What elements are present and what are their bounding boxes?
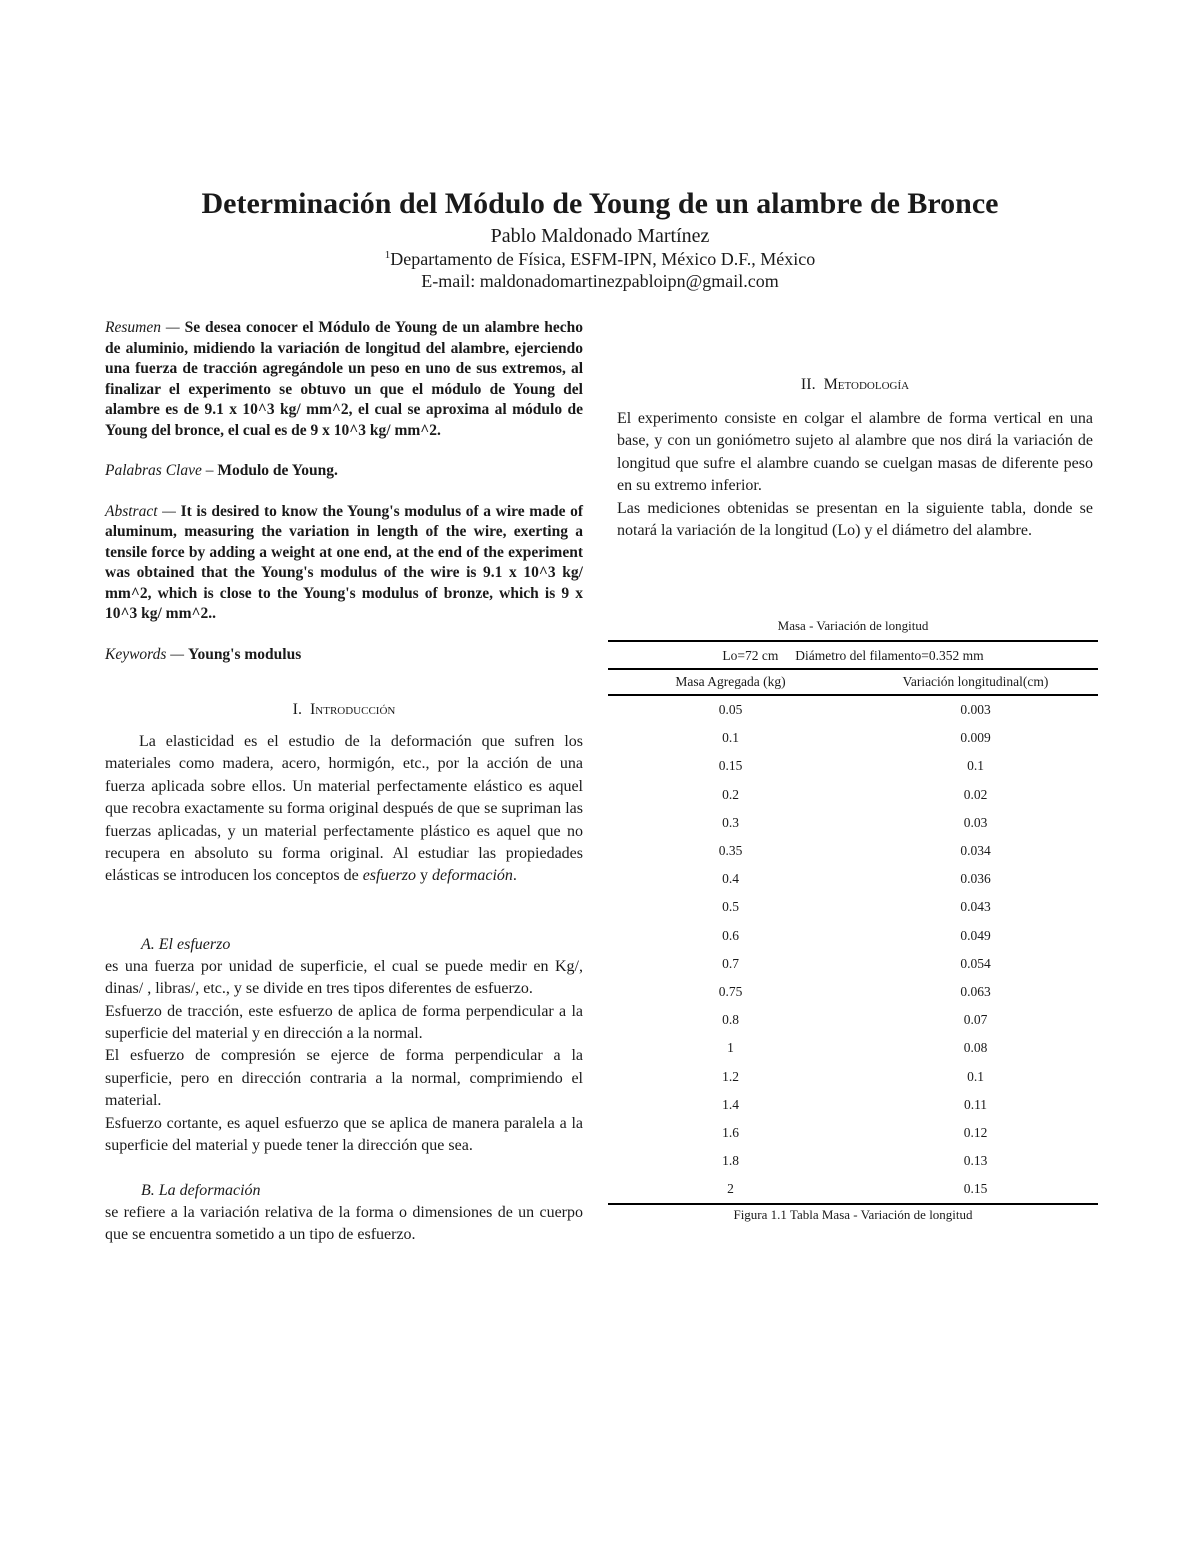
cell-masa: 0.5	[722, 899, 739, 915]
table-row	[608, 978, 1098, 1006]
table-row	[608, 1034, 1098, 1062]
cell-variacion: 0.13	[963, 1153, 988, 1169]
cell-variacion: 0.043	[960, 899, 991, 915]
cell-variacion: 0.034	[960, 843, 991, 859]
right-column	[617, 374, 1093, 542]
section-heading-metodologia	[617, 374, 1093, 396]
cell-masa: 1	[727, 1040, 734, 1056]
table-row	[608, 724, 1098, 752]
cell-variacion: 0.054	[960, 955, 991, 971]
intro-text: La elasticidad es el estudio de la deformación que sufren los materiales como madera, acero, hormigón, etc., por la acción de una fuerza aplicada sobre ellos. Un material perfectamente elástico es aquel que recobra exactamente su forma original después de que se supriman las fuerzas aplicadas, y un material perfectamente plástico es aquel que no recupera en absoluto su forma original. Al estudiar las propiedades elásticas se introducen los conceptos de	[105, 733, 583, 885]
data-table	[608, 640, 1098, 1203]
keywords-paragraph	[105, 645, 583, 666]
cell-variacion: 0.11	[963, 1096, 988, 1112]
table-row	[608, 950, 1098, 978]
deformacion-paragraph: se refiere a la variación relativa de la forma o dimensiones de un cuerpo que se encuentra sometido a un tipo de esfuerzo.	[105, 1203, 583, 1243]
cell-masa: 1.2	[722, 1068, 739, 1084]
section-heading-introduccion	[105, 699, 583, 721]
abstract-text: It is desired to know the Young's modulus of a wire made of aluminum, measuring the variation in length of the wire, exerting a tensile force by adding a weight at one end, at the end of the experiment was obtained that the Young's modulus of the wire is 9.1 x 10^3 kg/ mm^2, which is close to the Young's modulus of bronze, which is 9 x 10^3 kg/ mm^2..	[105, 502, 583, 622]
cell-masa: 0.4	[722, 871, 739, 887]
table-row	[608, 809, 1098, 837]
cell-masa: 0.75	[718, 983, 743, 999]
paper-title: Determinación del Módulo de Young de un alambre de Bronce	[201, 187, 999, 220]
cell-masa: 0.2	[722, 786, 739, 802]
cell-variacion: 0.1	[967, 1068, 984, 1084]
table-info-row	[608, 641, 1098, 669]
esfuerzo-paragraph-4: Esfuerzo cortante, es aquel esfuerzo que se aplica de manera paralela a la superficie del material y puede tener la dirección que sea.	[105, 1114, 583, 1155]
metodologia-paragraph-2: Las mediciones obtenidas se presentan en la siguiente tabla, donde se notará la variación de la longitud (Lo) y el diámetro del alambre.	[617, 499, 1093, 540]
table-info-cell: Lo=72 cm Diámetro del filamento=0.352 mm	[608, 641, 1098, 669]
cell-variacion: 0.02	[963, 786, 988, 802]
keywords-text: Young's modulus	[187, 645, 302, 663]
table-caption: Figura 1.1 Tabla Masa - Variación de longitud	[608, 1203, 1098, 1223]
paper-header	[0, 186, 1200, 292]
metodologia-paragraph-1: El experimento consiste en colgar el alambre de forma vertical en una base, y con un goniómetro sujeto al alambre que nos dirá la variación de longitud que sufre el alambre cuando se cuelgan masas de diferente peso en su extremo inferior.	[617, 410, 1093, 495]
table-row	[608, 1119, 1098, 1147]
cell-variacion: 0.1	[967, 758, 984, 774]
column-header-variacion: Variación longitudinal(cm)	[853, 669, 1098, 695]
cell-variacion: 0.07	[963, 1012, 988, 1028]
table-row	[608, 781, 1098, 809]
table-row	[608, 922, 1098, 950]
cell-masa: 0.8	[722, 1012, 739, 1028]
author-name: Pablo Maldonado Martínez	[490, 225, 710, 247]
cell-masa: 0.05	[718, 702, 743, 718]
intro-paragraph	[105, 731, 583, 888]
cell-masa: 1.6	[722, 1124, 739, 1140]
cell-variacion: 0.036	[960, 871, 991, 887]
cell-masa: 1.8	[722, 1153, 739, 1169]
table-row	[608, 695, 1098, 724]
cell-variacion: 0.003	[960, 702, 991, 718]
affiliation	[0, 248, 1200, 270]
cell-masa: 0.15	[718, 758, 743, 774]
data-table-container	[608, 616, 1098, 1223]
resumen-paragraph	[105, 318, 583, 441]
palabras-clave-label: Palabras Clave –	[105, 462, 214, 479]
cell-variacion: 0.049	[960, 927, 991, 943]
resumen-text: Se desea conocer el Módulo de Young de un alambre hecho de aluminio, midiendo la variación de longitud del alambre, ejerciendo una fuerza de tracción agregándole un peso en uno de sus extremos, al finalizar el experimento se obtuvo un que el módulo de Young del alambre es de 9.1 x 10^3 kg/ mm^2, el cual se aproxima al módulo de Young del bronce, el cual es de 9 x 10^3 kg/ mm^2.	[105, 319, 583, 439]
palabras-clave-paragraph	[105, 461, 583, 482]
table-row	[608, 837, 1098, 865]
subsection-heading-deformacion: B. La deformación	[141, 1181, 261, 1199]
table-body	[608, 695, 1098, 1203]
left-column	[105, 318, 583, 1246]
esfuerzo-paragraph-3: El esfuerzo de compresión se ejerce de forma perpendicular a la superficie, pero en dirección contraria a la normal, comprimiendo el material.	[105, 1047, 583, 1110]
section-title: Introducción	[309, 701, 396, 718]
affiliation-text: Departamento de Física, ESFM-IPN, México D.F., México	[390, 249, 816, 269]
palabras-clave-text: Modulo de Young.	[217, 462, 338, 479]
table-row	[608, 893, 1098, 921]
subsection-heading-esfuerzo: A. El esfuerzo	[141, 935, 231, 953]
table-title: Masa - Variación de longitud	[777, 618, 929, 633]
column-header-masa: Masa Agregada (kg)	[608, 669, 853, 695]
table-header-row	[608, 669, 1098, 695]
cell-masa: 1.4	[722, 1096, 739, 1112]
affiliation-superscript: 1	[384, 249, 391, 261]
table-row	[608, 1091, 1098, 1119]
keywords-label: Keywords —	[105, 645, 185, 663]
section-title: Metodología	[823, 376, 910, 393]
table-row	[608, 1062, 1098, 1090]
cell-masa: 2	[727, 1181, 734, 1197]
esfuerzo-paragraph-1: es una fuerza por unidad de superficie, el cual se puede medir en Kg/, dinas/ , libras/, etc., y se divide en tres tipos diferentes de esfuerzo.	[105, 957, 583, 998]
author-email: E-mail: maldonadomartinezpabloipn@gmail.com	[421, 271, 779, 291]
esfuerzo-paragraph-2: Esfuerzo de tracción, este esfuerzo de aplica de forma perpendicular a la superficie del material y en dirección a la normal.	[105, 1002, 583, 1043]
cell-masa: 0.35	[718, 843, 743, 859]
cell-masa: 0.6	[722, 927, 739, 943]
cell-masa: 0.1	[722, 730, 739, 746]
cell-variacion: 0.009	[960, 730, 991, 746]
table-row	[608, 1147, 1098, 1175]
cell-masa: 0.3	[722, 814, 739, 830]
abstract-label: Abstract —	[105, 502, 176, 520]
section-number: I.	[292, 701, 302, 718]
cell-variacion: 0.15	[963, 1181, 988, 1197]
cell-variacion: 0.063	[960, 983, 991, 999]
intro-and: y	[416, 867, 433, 885]
cell-masa: 0.7	[722, 955, 739, 971]
cell-variacion: 0.12	[963, 1124, 988, 1140]
section-number: II.	[800, 376, 816, 393]
table-row	[608, 865, 1098, 893]
table-row	[608, 1175, 1098, 1203]
cell-variacion: 0.03	[963, 814, 988, 830]
abstract-paragraph	[105, 502, 583, 625]
resumen-label: Resumen —	[105, 319, 180, 336]
intro-period: .	[512, 867, 517, 885]
cell-variacion: 0.08	[963, 1040, 988, 1056]
intro-em-esfuerzo: esfuerzo	[362, 867, 417, 885]
table-row	[608, 1006, 1098, 1034]
table-row	[608, 752, 1098, 780]
intro-em-deformacion: deformación	[432, 867, 513, 885]
